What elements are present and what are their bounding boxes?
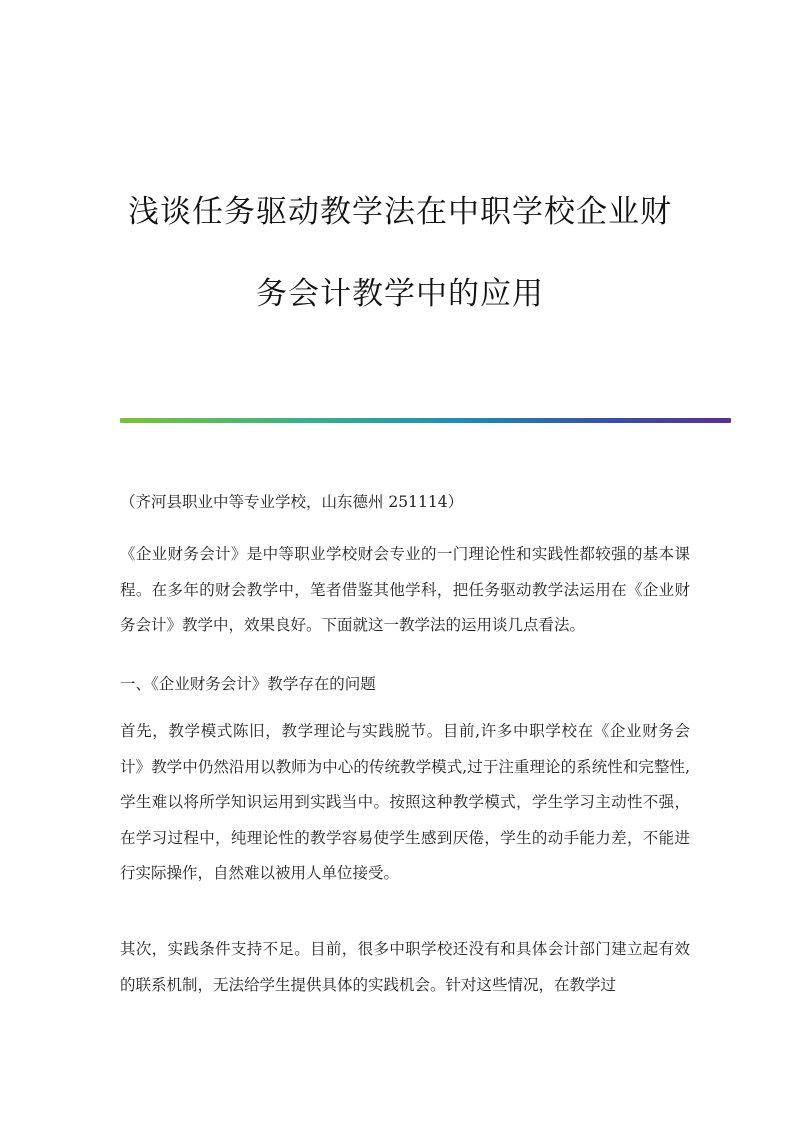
- title-divider: [120, 418, 731, 423]
- section-heading-1: 一、《企业财务会计》教学存在的问题: [120, 675, 376, 693]
- intro-paragraph: 《企业财务会计》是中等职业学校财会专业的一门理论性和实践性都较强的基本课程。在多年的财会教学中，笔者借鉴其他学科，把任务驱动教学法运用在《企业财务会计》教学中，效果良好。下面就这一教学法的运用谈几点看法。: [120, 545, 690, 634]
- body-paragraph-1: 首先，教学模式陈旧，教学理论与实践脱节。目前,许多中职学校在《企业财务会计》教学中仍然沿用以教师为中心的传统教学模式,过于注重理论的系统性和完整性,学生难以将所学知识运用到实践当中。按照这种教学模式，学生学习主动性不强，在学习过程中，纯理论性的教学容易使学生感到厌倦，学生的动手能力差，不能进行实际操作，自然难以被用人单位接受。: [120, 722, 690, 882]
- body-paragraph-2: 其次，实践条件支持不足。目前，很多中职学校还没有和具体会计部门建立起有效的联系机制，无法给学生提供具体的实践机会。针对这些情况，在教学过: [120, 940, 690, 994]
- author-affiliation: （齐河县职业中等专业学校，山东德州 251114）: [120, 493, 464, 511]
- document-title-line-2: 务会计教学中的应用: [256, 276, 544, 312]
- document-title-line-1: 浅谈任务驱动教学法在中职学校企业财: [128, 194, 672, 230]
